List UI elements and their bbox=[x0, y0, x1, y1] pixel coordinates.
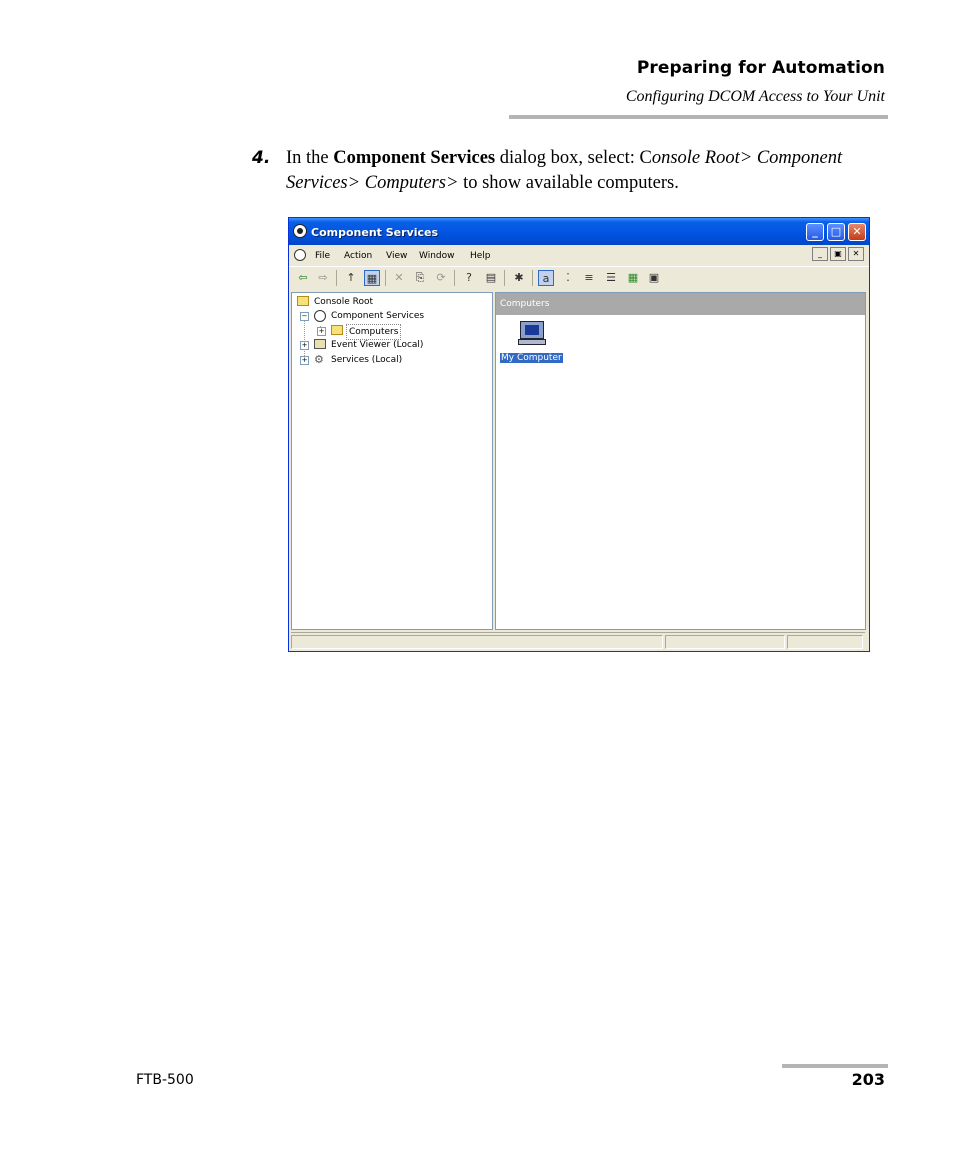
mdi-close-button[interactable]: ✕ bbox=[848, 247, 864, 261]
toolbar-separator bbox=[504, 270, 505, 286]
step-text-mid: dialog box, select: C bbox=[495, 148, 652, 168]
tree-item-label: Event Viewer (Local) bbox=[331, 340, 424, 350]
small-icons-view-icon[interactable]: ⁚ bbox=[566, 271, 570, 284]
refresh-icon[interactable]: ⟳ bbox=[436, 271, 446, 284]
component-services-icon bbox=[314, 310, 326, 322]
folder-icon bbox=[331, 325, 343, 335]
new-icon[interactable]: ✱ bbox=[514, 271, 524, 284]
mdi-controls bbox=[810, 247, 864, 261]
step-dialog-name: Component Services bbox=[333, 148, 496, 168]
properties-icon[interactable]: ⎘ bbox=[415, 271, 425, 284]
page-header-subtitle: Configuring DCOM Access to Your Unit bbox=[625, 88, 885, 105]
component-services-window bbox=[288, 217, 870, 652]
detail-view-icon[interactable]: ☰ bbox=[606, 271, 616, 284]
status-cell bbox=[291, 635, 663, 649]
expand-icon[interactable]: + bbox=[318, 327, 325, 335]
mdi-restore-button[interactable]: ▣ bbox=[830, 247, 846, 261]
step-text-prefix: In the bbox=[286, 148, 334, 168]
step-path: onsole Root> Component Services> Computers> bbox=[286, 148, 843, 193]
show-hide-tree-icon[interactable]: ▦ bbox=[364, 270, 380, 286]
footer-rule bbox=[782, 1064, 888, 1068]
maximize-button[interactable]: □ bbox=[827, 223, 845, 241]
expand-icon[interactable]: + bbox=[301, 356, 308, 364]
step-text-suffix: to show available computers. bbox=[458, 173, 679, 193]
gear-icon: ⚙ bbox=[314, 353, 324, 366]
system-menu-icon[interactable] bbox=[294, 249, 306, 261]
event-viewer-icon bbox=[314, 339, 326, 349]
up-one-level-icon[interactable]: ↑ bbox=[346, 271, 356, 284]
header-rule bbox=[509, 115, 888, 119]
status-cell bbox=[787, 635, 863, 649]
folder-icon bbox=[297, 296, 309, 306]
toolbar-separator bbox=[385, 270, 386, 286]
status-bar bbox=[291, 632, 865, 651]
menu-file[interactable]: File bbox=[315, 251, 331, 261]
help-icon[interactable]: ? bbox=[466, 271, 472, 284]
menu-action[interactable]: Action bbox=[344, 251, 373, 261]
forward-icon[interactable]: ⇨ bbox=[318, 271, 328, 284]
back-icon[interactable]: ⇦ bbox=[298, 271, 308, 284]
result-pane[interactable] bbox=[495, 292, 866, 630]
tree-item-label: Component Services bbox=[331, 311, 425, 321]
action-pane-icon[interactable]: ▤ bbox=[485, 271, 497, 284]
menu-view[interactable]: View bbox=[386, 251, 408, 261]
close-button[interactable]: ✕ bbox=[848, 223, 866, 241]
window-title: Component Services bbox=[311, 226, 439, 239]
computer-icon bbox=[518, 321, 546, 345]
footer-product: FTB-500 bbox=[136, 1072, 194, 1088]
large-icons-view-icon[interactable]: a bbox=[538, 270, 554, 286]
computer-config-icon[interactable]: ▣ bbox=[648, 271, 660, 284]
step-text bbox=[286, 146, 876, 196]
toolbar-separator bbox=[336, 270, 337, 286]
page-number: 203 bbox=[851, 1070, 885, 1089]
collapse-icon[interactable]: − bbox=[301, 312, 308, 320]
result-pane-header bbox=[496, 293, 865, 317]
menu-bar bbox=[289, 245, 869, 265]
toolbar-separator bbox=[454, 270, 455, 286]
expand-icon[interactable]: + bbox=[301, 341, 308, 349]
tree-item-label: Services (Local) bbox=[331, 355, 403, 365]
component-services-app-icon[interactable] bbox=[293, 224, 307, 238]
page-header-title: Preparing for Automation bbox=[636, 58, 885, 78]
mdi-minimize-button[interactable]: _ bbox=[812, 247, 828, 261]
step-number: 4. bbox=[252, 148, 271, 168]
list-view-icon[interactable]: ≡ bbox=[584, 271, 594, 284]
list-item-label: My Computer bbox=[501, 353, 562, 363]
result-pane-title: Computers bbox=[500, 299, 550, 309]
toolbar-separator bbox=[532, 270, 533, 286]
status-cell bbox=[665, 635, 785, 649]
menu-window[interactable]: Window bbox=[419, 251, 455, 261]
menu-help[interactable]: Help bbox=[470, 251, 491, 261]
delete-icon[interactable]: ✕ bbox=[394, 271, 404, 284]
title-bar[interactable] bbox=[289, 218, 869, 245]
tree-pane[interactable] bbox=[291, 292, 493, 630]
status-view-icon[interactable]: ▦ bbox=[627, 271, 639, 284]
toolbar bbox=[289, 266, 869, 289]
tree-item-label: Console Root bbox=[314, 297, 373, 307]
tree-item-label: Computers bbox=[346, 324, 401, 340]
minimize-button[interactable]: _ bbox=[806, 223, 824, 241]
